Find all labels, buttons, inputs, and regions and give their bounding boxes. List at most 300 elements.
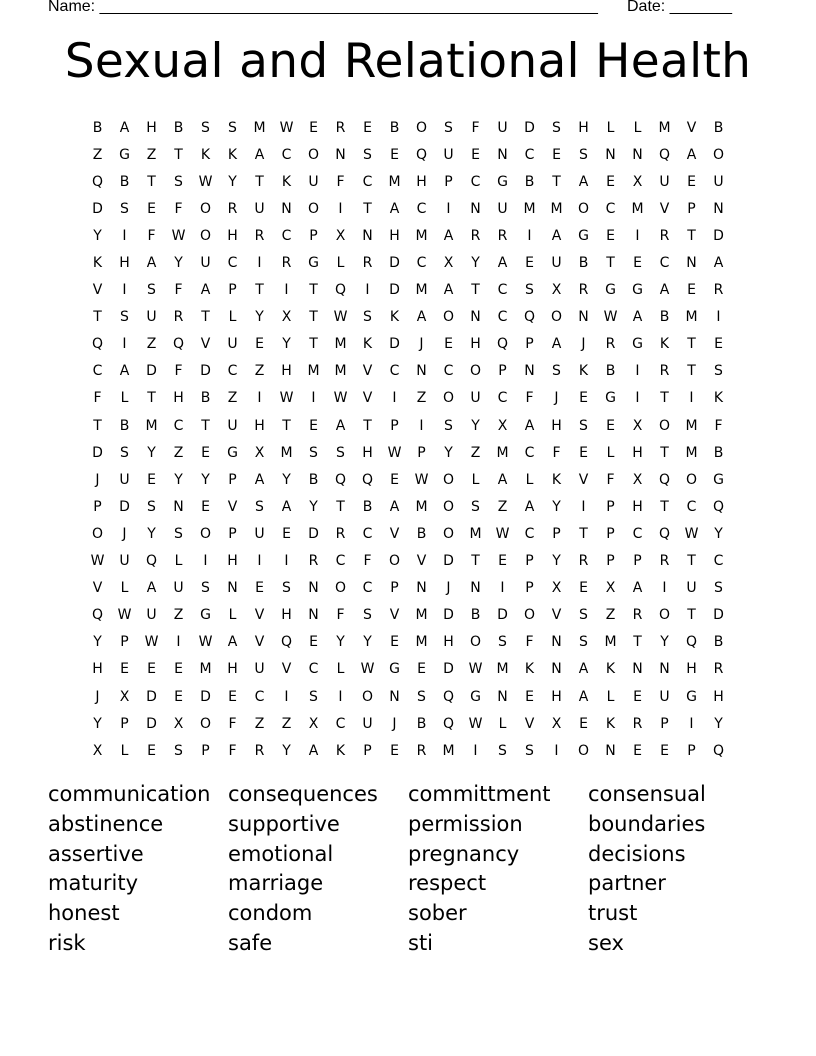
grid-letter: E	[201, 498, 210, 515]
grid-letter: C	[227, 255, 238, 272]
grid-letter: D	[308, 525, 319, 542]
grid-letter: E	[714, 336, 723, 353]
grid-letter: T	[687, 227, 696, 244]
grid-letter: Z	[470, 444, 481, 461]
grid-letter: O	[523, 607, 536, 624]
grid-letter: C	[497, 282, 508, 299]
grid-letter: I	[554, 742, 559, 759]
grid-letter: O	[199, 200, 212, 217]
grid-letter: G	[308, 255, 319, 272]
grid-letter: C	[173, 417, 184, 434]
grid-letter: Y	[93, 715, 102, 732]
grid-row	[84, 114, 732, 141]
grid-letter: U	[686, 580, 697, 597]
grid-letter: X	[92, 742, 103, 759]
grid-letter: R	[497, 227, 508, 244]
grid-letter: D	[92, 444, 103, 461]
grid-letter: S	[363, 309, 372, 326]
grid-letter: W	[495, 525, 510, 542]
grid-letter: E	[120, 661, 129, 678]
grid-letter: I	[635, 390, 640, 407]
grid-letter: L	[174, 553, 183, 570]
grid-letter: Y	[471, 255, 480, 272]
grid-letter: X	[632, 471, 643, 488]
grid-letter: L	[525, 471, 534, 488]
grid-letter: I	[284, 282, 289, 299]
grid-letter: I	[446, 200, 451, 217]
grid-letter: H	[551, 417, 562, 434]
grid-letter: S	[417, 688, 426, 705]
grid-letter: Z	[416, 390, 427, 407]
grid-letter: K	[362, 336, 373, 353]
grid-letter: Q	[361, 471, 374, 488]
grid-letter: I	[689, 715, 694, 732]
grid-letter: S	[471, 498, 480, 515]
grid-letter: T	[687, 336, 696, 353]
grid-letter: R	[254, 227, 265, 244]
grid-letter: Q	[658, 146, 671, 163]
grid-letter: W	[279, 390, 294, 407]
grid-letter: R	[632, 715, 643, 732]
grid-letter: T	[363, 200, 372, 217]
grid-letter: S	[579, 417, 588, 434]
grid-letter: R	[281, 255, 292, 272]
grid-letter: R	[416, 742, 427, 759]
grid-row	[84, 737, 732, 764]
grid-letter: K	[227, 146, 238, 163]
grid-letter: X	[632, 417, 643, 434]
grid-letter: P	[687, 742, 696, 759]
grid-letter: Q	[712, 742, 725, 759]
grid-letter: R	[578, 553, 589, 570]
grid-letter: E	[174, 661, 183, 678]
grid-letter: N	[686, 255, 697, 272]
grid-letter: R	[713, 282, 724, 299]
grid-row	[84, 168, 732, 195]
grid-letter: C	[524, 525, 535, 542]
grid-letter: F	[336, 607, 345, 624]
grid-letter: H	[146, 119, 157, 136]
grid-letter: U	[470, 390, 481, 407]
grid-letter: N	[605, 742, 616, 759]
grid-letter: J	[419, 336, 424, 353]
grid-letter: B	[416, 525, 427, 542]
grid-letter: S	[228, 119, 237, 136]
grid-letter: F	[174, 363, 183, 380]
grid-letter: A	[524, 498, 535, 515]
grid-letter: C	[362, 173, 373, 190]
grid-letter: F	[525, 634, 534, 651]
grid-letter: H	[119, 255, 130, 272]
grid-letter: M	[631, 200, 644, 217]
grid-letter: A	[416, 309, 427, 326]
grid-letter: E	[579, 444, 588, 461]
grid-letter: K	[92, 255, 103, 272]
grid-letter: B	[416, 715, 427, 732]
grid-letter: Y	[714, 525, 723, 542]
grid-letter: O	[712, 146, 725, 163]
grid-letter: L	[498, 715, 507, 732]
grid-letter: L	[120, 580, 129, 597]
grid-letter: O	[442, 471, 455, 488]
grid-letter: C	[362, 525, 373, 542]
grid-letter: T	[93, 417, 102, 434]
word-list-item: consequences	[228, 782, 378, 806]
grid-letter: Z	[146, 146, 157, 163]
grid-letter: F	[174, 200, 183, 217]
grid-letter: Q	[523, 309, 536, 326]
grid-letter: T	[174, 146, 183, 163]
grid-letter: M	[334, 363, 347, 380]
grid-letter: T	[363, 417, 372, 434]
grid-letter: U	[227, 336, 238, 353]
grid-letter: C	[713, 553, 724, 570]
grid-letter: B	[713, 444, 724, 461]
grid-letter: M	[685, 309, 698, 326]
grid-row	[84, 548, 732, 575]
grid-letter: O	[469, 363, 482, 380]
grid-letter: E	[579, 580, 588, 597]
grid-letter: U	[254, 661, 265, 678]
grid-letter: L	[228, 607, 237, 624]
word-list-item: honest	[48, 901, 120, 926]
grid-letter: U	[254, 200, 265, 217]
grid-letter: X	[551, 715, 562, 732]
grid-letter: J	[554, 390, 559, 407]
grid-letter: U	[119, 471, 130, 488]
grid-letter: C	[686, 498, 697, 515]
grid-letter: I	[338, 200, 343, 217]
grid-letter: E	[255, 580, 264, 597]
grid-letter: A	[227, 634, 238, 651]
grid-letter: M	[685, 444, 698, 461]
grid-letter: B	[524, 173, 535, 190]
grid-letter: I	[122, 227, 127, 244]
grid-letter: F	[174, 282, 183, 299]
grid-letter: I	[500, 580, 505, 597]
grid-letter: Q	[91, 336, 104, 353]
grid-letter: J	[392, 715, 397, 732]
grid-letter: T	[471, 282, 480, 299]
grid-letter: B	[119, 417, 130, 434]
grid-letter: E	[687, 173, 696, 190]
grid-letter: I	[257, 553, 262, 570]
grid-letter: D	[146, 715, 157, 732]
grid-letter: A	[146, 255, 157, 272]
grid-letter: H	[227, 553, 238, 570]
grid-letter: D	[200, 363, 211, 380]
grid-letter: H	[389, 227, 400, 244]
grid-letter: S	[552, 363, 561, 380]
grid-letter: O	[442, 525, 455, 542]
grid-letter: O	[415, 119, 428, 136]
grid-letter: G	[497, 173, 508, 190]
grid-letter: N	[173, 498, 184, 515]
grid-letter: G	[389, 661, 400, 678]
grid-letter: S	[201, 119, 210, 136]
grid-letter: X	[605, 580, 616, 597]
grid-letter: J	[581, 336, 586, 353]
grid-letter: B	[659, 309, 670, 326]
grid-letter: R	[173, 309, 184, 326]
grid-letter: E	[471, 146, 480, 163]
grid-letter: C	[524, 444, 535, 461]
grid-letter: N	[713, 200, 724, 217]
grid-letter: A	[389, 498, 400, 515]
grid-letter: X	[308, 715, 319, 732]
word-list-item: safe	[228, 930, 273, 955]
grid-letter: H	[281, 363, 292, 380]
grid-letter: N	[308, 580, 319, 597]
grid-letter: B	[200, 390, 211, 407]
grid-letter: A	[389, 200, 400, 217]
grid-letter: D	[92, 200, 103, 217]
grid-letter: Y	[363, 634, 372, 651]
grid-letter: U	[146, 309, 157, 326]
grid-letter: I	[716, 309, 721, 326]
grid-letter: H	[416, 173, 427, 190]
grid-letter: K	[335, 742, 346, 759]
grid-letter: T	[579, 525, 588, 542]
grid-letter: P	[660, 715, 669, 732]
grid-letter: I	[284, 553, 289, 570]
grid-letter: P	[390, 417, 399, 434]
grid-letter: L	[336, 661, 345, 678]
grid-letter: R	[659, 363, 670, 380]
name-field[interactable]: Name: ________________________________________________________	[48, 0, 598, 15]
grid-letter: A	[686, 146, 697, 163]
grid-letter: Q	[91, 173, 104, 190]
grid-letter: Q	[658, 471, 671, 488]
grid-letter: C	[497, 390, 508, 407]
grid-letter: O	[658, 607, 671, 624]
grid-letter: I	[311, 390, 316, 407]
grid-letter: V	[227, 498, 238, 515]
grid-letter: Q	[145, 553, 158, 570]
grid-letter: O	[307, 200, 320, 217]
grid-letter: K	[200, 146, 211, 163]
grid-letter: H	[254, 417, 265, 434]
grid-letter: C	[470, 173, 481, 190]
grid-letter: N	[227, 580, 238, 597]
grid-letter: P	[525, 553, 534, 570]
grid-row	[84, 466, 732, 493]
grid-letter: D	[497, 607, 508, 624]
grid-letter: W	[117, 607, 132, 624]
grid-row	[84, 520, 732, 547]
word-list-item: trust	[588, 901, 638, 926]
grid-letter: A	[578, 173, 589, 190]
grid-letter: P	[363, 742, 372, 759]
grid-letter: Y	[552, 553, 561, 570]
grid-letter: X	[443, 255, 454, 272]
grid-letter: A	[524, 417, 535, 434]
word-list-item: maturity	[48, 871, 138, 896]
grid-letter: A	[254, 471, 265, 488]
grid-letter: O	[658, 417, 671, 434]
grid-letter: H	[281, 607, 292, 624]
grid-letter: U	[713, 173, 724, 190]
grid-letter: S	[444, 119, 453, 136]
grid-letter: S	[174, 525, 183, 542]
grid-letter: M	[415, 607, 428, 624]
grid-row	[84, 222, 732, 249]
grid-letter: U	[551, 255, 562, 272]
grid-letter: W	[279, 119, 294, 136]
grid-letter: M	[415, 498, 428, 515]
grid-letter: E	[255, 336, 264, 353]
grid-letter: O	[469, 634, 482, 651]
date-field[interactable]: Date: _______	[627, 0, 732, 15]
grid-letter: D	[443, 661, 454, 678]
grid-letter: H	[632, 444, 643, 461]
grid-letter: V	[92, 282, 103, 299]
grid-letter: F	[525, 390, 534, 407]
grid-letter: O	[685, 471, 698, 488]
grid-letter: W	[333, 390, 348, 407]
grid-letter: L	[471, 471, 480, 488]
grid-letter: P	[201, 742, 210, 759]
grid-letter: W	[468, 715, 483, 732]
grid-letter: C	[524, 146, 535, 163]
grid-letter: S	[525, 742, 534, 759]
grid-letter: G	[578, 227, 589, 244]
grid-letter: X	[551, 580, 562, 597]
grid-letter: M	[496, 444, 509, 461]
grid-letter: K	[605, 715, 616, 732]
grid-letter: Z	[605, 607, 616, 624]
grid-letter: C	[281, 227, 292, 244]
letter-grid	[84, 114, 732, 764]
grid-letter: S	[579, 607, 588, 624]
grid-letter: F	[471, 119, 480, 136]
grid-letter: E	[633, 688, 642, 705]
grid-letter: X	[497, 417, 508, 434]
grid-letter: V	[686, 119, 697, 136]
grid-letter: X	[281, 309, 292, 326]
grid-letter: A	[497, 471, 508, 488]
grid-letter: L	[336, 255, 345, 272]
grid-row	[84, 602, 732, 629]
grid-letter: T	[687, 607, 696, 624]
grid-letter: B	[605, 363, 616, 380]
grid-letter: Q	[172, 336, 185, 353]
grid-letter: C	[605, 200, 616, 217]
grid-letter: X	[119, 688, 130, 705]
grid-letter: I	[392, 390, 397, 407]
grid-letter: A	[578, 688, 589, 705]
grid-letter: B	[92, 119, 103, 136]
grid-letter: Y	[255, 309, 264, 326]
grid-letter: M	[145, 417, 158, 434]
grid-letter: N	[659, 661, 670, 678]
grid-letter: V	[416, 553, 427, 570]
grid-letter: A	[443, 282, 454, 299]
grid-letter: E	[579, 390, 588, 407]
grid-letter: O	[91, 525, 104, 542]
grid-letter: S	[174, 173, 183, 190]
grid-letter: X	[632, 173, 643, 190]
grid-letter: Z	[254, 363, 265, 380]
grid-letter: E	[579, 715, 588, 732]
grid-letter: S	[120, 309, 129, 326]
grid-letter: A	[200, 282, 211, 299]
header	[48, 0, 732, 16]
grid-letter: E	[660, 742, 669, 759]
grid-letter: Z	[281, 715, 292, 732]
grid-letter: P	[417, 444, 426, 461]
grid-letter: L	[633, 119, 642, 136]
grid-row	[84, 304, 732, 331]
grid-letter: M	[334, 336, 347, 353]
grid-letter: S	[120, 200, 129, 217]
grid-letter: K	[281, 173, 292, 190]
grid-letter: M	[604, 634, 617, 651]
word-list-item: marriage	[228, 871, 324, 896]
grid-letter: E	[174, 688, 183, 705]
grid-letter: W	[198, 634, 213, 651]
grid-letter: R	[605, 336, 616, 353]
grid-letter: S	[174, 742, 183, 759]
grid-letter: M	[199, 661, 212, 678]
grid-letter: W	[198, 173, 213, 190]
grid-letter: E	[228, 688, 237, 705]
word-list-item: permission	[408, 811, 523, 836]
grid-letter: A	[551, 336, 562, 353]
grid-letter: I	[581, 498, 586, 515]
grid-letter: L	[120, 390, 129, 407]
grid-letter: C	[254, 688, 265, 705]
grid-letter: H	[713, 688, 724, 705]
word-list-item: boundaries	[588, 811, 706, 836]
grid-letter: S	[714, 580, 723, 597]
grid-letter: P	[309, 227, 318, 244]
grid-letter: V	[254, 634, 265, 651]
grid-letter: H	[443, 634, 454, 651]
grid-letter: E	[687, 282, 696, 299]
grid-letter: A	[578, 661, 589, 678]
grid-letter: M	[469, 525, 482, 542]
word-list	[48, 780, 768, 959]
grid-row	[84, 629, 732, 656]
grid-letter: D	[119, 498, 130, 515]
grid-letter: P	[606, 525, 615, 542]
grid-letter: Y	[444, 444, 453, 461]
grid-letter: T	[201, 309, 210, 326]
grid-letter: T	[660, 390, 669, 407]
grid-letter: Q	[415, 146, 428, 163]
grid-letter: N	[551, 661, 562, 678]
grid-letter: Z	[92, 146, 103, 163]
grid-letter: P	[687, 200, 696, 217]
grid-letter: W	[171, 227, 186, 244]
grid-letter: C	[281, 146, 292, 163]
grid-letter: O	[550, 309, 563, 326]
grid-letter: M	[685, 417, 698, 434]
grid-letter: N	[578, 309, 589, 326]
grid-letter: R	[335, 525, 346, 542]
grid-letter: M	[415, 227, 428, 244]
grid-letter: S	[147, 282, 156, 299]
grid-letter: F	[93, 390, 102, 407]
grid-letter: D	[713, 607, 724, 624]
grid-letter: I	[635, 363, 640, 380]
grid-letter: A	[308, 742, 319, 759]
grid-letter: E	[309, 417, 318, 434]
grid-letter: L	[606, 119, 615, 136]
grid-letter: V	[362, 363, 373, 380]
grid-letter: S	[147, 498, 156, 515]
